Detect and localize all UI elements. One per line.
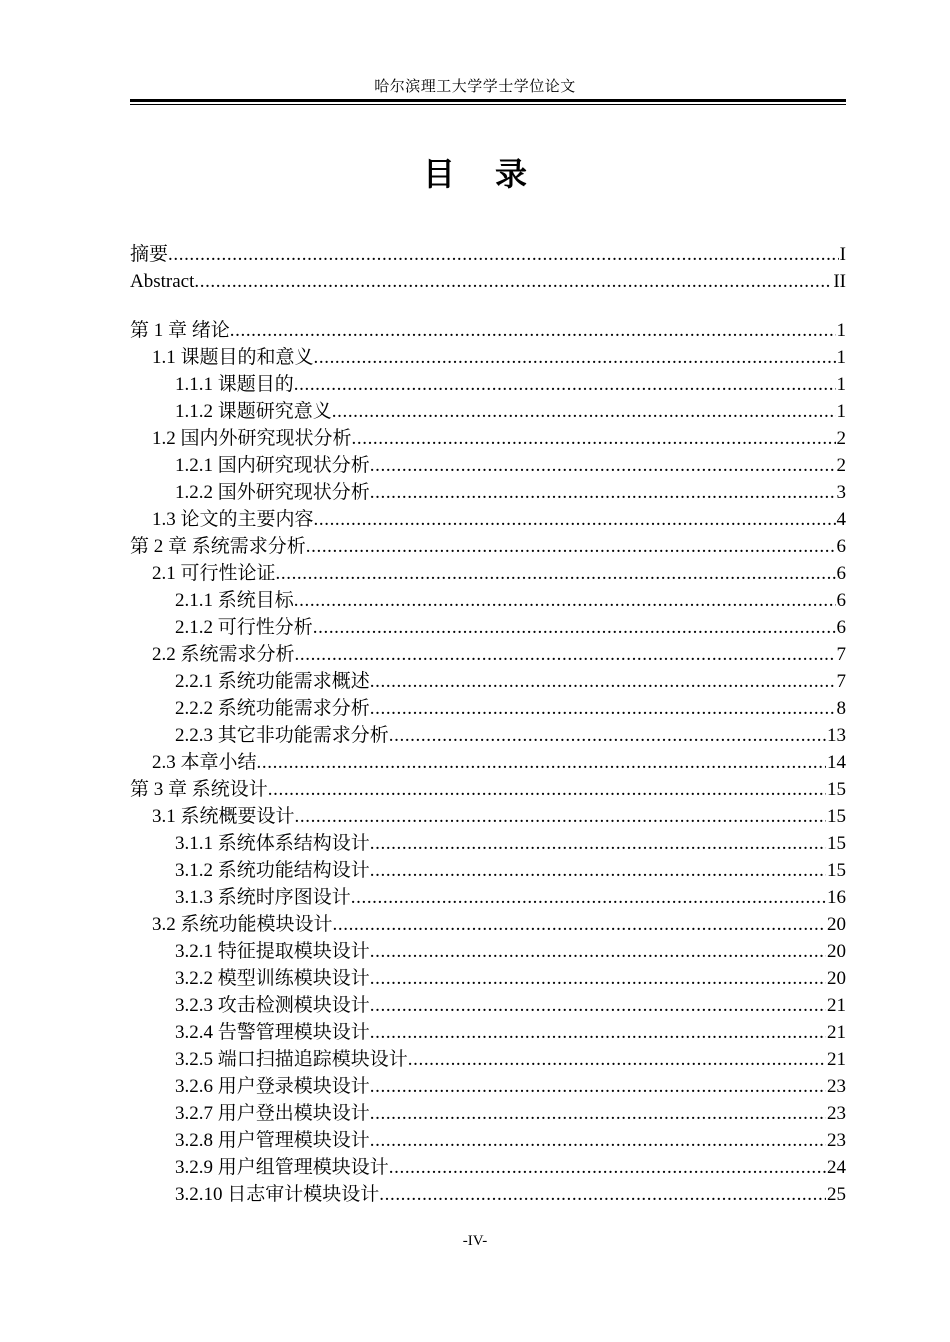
toc-dot-leader bbox=[370, 830, 826, 857]
toc-dot-leader bbox=[168, 241, 839, 268]
toc-entry[interactable] bbox=[130, 749, 846, 776]
toc-entry-page: 1 bbox=[836, 401, 846, 422]
toc-entry-page: 2 bbox=[836, 428, 846, 449]
toc-entry[interactable] bbox=[130, 830, 846, 857]
toc-entry[interactable] bbox=[130, 695, 846, 722]
toc-entry-page: 23 bbox=[827, 1076, 846, 1097]
toc-entry-label: 2.3 本章小结 bbox=[152, 752, 257, 773]
toc-dot-leader bbox=[370, 938, 826, 965]
toc-entry-label: 3.1 系统概要设计 bbox=[152, 806, 295, 827]
toc-dot-leader bbox=[294, 371, 836, 398]
toc-entry[interactable] bbox=[130, 425, 846, 452]
toc-entry-label: 3.2.5 端口扫描追踪模块设计 bbox=[175, 1049, 408, 1070]
toc-dot-leader bbox=[314, 344, 836, 371]
toc-entry-label: 1.2.1 国内研究现状分析 bbox=[175, 455, 370, 476]
toc-entry[interactable] bbox=[130, 587, 846, 614]
toc-entry[interactable] bbox=[130, 398, 846, 425]
toc-entry-page: 8 bbox=[836, 698, 846, 719]
toc-dot-leader bbox=[370, 695, 836, 722]
toc-entry-label: 第 1 章 绪论 bbox=[130, 320, 230, 341]
toc-entry-page: 3 bbox=[836, 482, 846, 503]
toc-dot-leader bbox=[370, 1127, 826, 1154]
toc-entry-label: 3.2 系统功能模块设计 bbox=[152, 914, 333, 935]
toc-entry[interactable] bbox=[130, 506, 846, 533]
header-rule-thick bbox=[130, 99, 846, 102]
toc-entry-page: 1 bbox=[836, 374, 846, 395]
toc-dot-leader bbox=[370, 1019, 826, 1046]
toc-dot-leader bbox=[294, 587, 836, 614]
toc-dot-leader bbox=[370, 965, 826, 992]
toc-entry-page: 6 bbox=[836, 617, 846, 638]
toc-entry[interactable] bbox=[130, 965, 846, 992]
toc-dot-leader bbox=[194, 268, 832, 295]
toc-entry-label: 2.1.2 可行性分析 bbox=[175, 617, 313, 638]
toc-entry-page: 7 bbox=[836, 644, 846, 665]
toc-entry-page: 6 bbox=[836, 590, 846, 611]
toc-entry[interactable] bbox=[130, 884, 846, 911]
toc-entry-page: 25 bbox=[827, 1184, 846, 1205]
toc-entry-label: 3.2.4 告警管理模块设计 bbox=[175, 1022, 370, 1043]
toc-entry[interactable] bbox=[130, 722, 846, 749]
toc-entry-page: 23 bbox=[827, 1103, 846, 1124]
toc-entry-label: 2.2.3 其它非功能需求分析 bbox=[175, 725, 389, 746]
toc-entry-label: 2.1 可行性论证 bbox=[152, 563, 276, 584]
toc-entry-page: 24 bbox=[827, 1157, 846, 1178]
toc-entry-page: 6 bbox=[836, 563, 846, 584]
toc-entry-page: 21 bbox=[827, 995, 846, 1016]
toc-entry-label: 1.2.2 国外研究现状分析 bbox=[175, 482, 370, 503]
toc-entry[interactable] bbox=[130, 803, 846, 830]
toc-dot-leader bbox=[295, 803, 826, 830]
toc-entry-label: 3.2.3 攻击检测模块设计 bbox=[175, 995, 370, 1016]
toc-entry-page: 15 bbox=[827, 806, 846, 827]
toc-entry[interactable] bbox=[130, 1154, 846, 1181]
toc-entry-page: 14 bbox=[827, 752, 846, 773]
toc-dot-leader bbox=[370, 479, 836, 506]
toc-entry-label: 1.3 论文的主要内容 bbox=[152, 509, 314, 530]
toc-entry[interactable] bbox=[130, 1100, 846, 1127]
toc-entry-page: 21 bbox=[827, 1022, 846, 1043]
toc-entry-label: 3.2.6 用户登录模块设计 bbox=[175, 1076, 370, 1097]
toc-entry-label: 1.1.2 课题研究意义 bbox=[175, 401, 332, 422]
toc-dot-leader bbox=[370, 452, 836, 479]
toc-entry-label: 3.1.1 系统体系结构设计 bbox=[175, 833, 370, 854]
toc-dot-leader bbox=[370, 668, 836, 695]
toc-entry-page: 2 bbox=[836, 455, 846, 476]
toc-entry[interactable] bbox=[130, 776, 846, 803]
toc-entry[interactable] bbox=[130, 344, 846, 371]
toc-dot-leader bbox=[379, 1181, 826, 1208]
toc-entry-label: 3.1.2 系统功能结构设计 bbox=[175, 860, 370, 881]
running-header: 哈尔滨理工大学学士学位论文 bbox=[374, 79, 576, 95]
toc-dot-leader bbox=[408, 1046, 826, 1073]
toc-entry[interactable] bbox=[130, 938, 846, 965]
toc-entry-label: 第 3 章 系统设计 bbox=[130, 779, 268, 800]
table-of-contents bbox=[130, 241, 846, 1208]
toc-entry-label: 3.2.2 模型训练模块设计 bbox=[175, 968, 370, 989]
toc-entry-page: 13 bbox=[827, 725, 846, 746]
toc-entry-label: 2.1.1 系统目标 bbox=[175, 590, 294, 611]
toc-entry[interactable] bbox=[130, 317, 846, 344]
toc-entry-page: 4 bbox=[836, 509, 846, 530]
header-rule-thin bbox=[130, 104, 846, 105]
toc-entry-page: 16 bbox=[827, 887, 846, 908]
toc-entry[interactable] bbox=[130, 614, 846, 641]
toc-entry-page: 15 bbox=[827, 779, 846, 800]
toc-entry-label: 3.1.3 系统时序图设计 bbox=[175, 887, 351, 908]
toc-entry-page: 23 bbox=[827, 1130, 846, 1151]
toc-dot-leader bbox=[370, 992, 826, 1019]
toc-entry[interactable] bbox=[130, 452, 846, 479]
toc-entry-label: 1.1.1 课题目的 bbox=[175, 374, 294, 395]
toc-entry-page: 21 bbox=[827, 1049, 846, 1070]
toc-entry[interactable] bbox=[130, 479, 846, 506]
toc-dot-leader bbox=[332, 398, 836, 425]
toc-dot-leader bbox=[306, 533, 836, 560]
toc-dot-leader bbox=[370, 1073, 826, 1100]
toc-entry-page: 1 bbox=[836, 320, 846, 341]
toc-entry[interactable] bbox=[130, 857, 846, 884]
toc-entry-label: 2.2.1 系统功能需求概述 bbox=[175, 671, 370, 692]
toc-entry[interactable] bbox=[130, 241, 846, 268]
toc-entry-label: 3.2.9 用户组管理模块设计 bbox=[175, 1157, 389, 1178]
toc-dot-leader bbox=[352, 425, 836, 452]
toc-entry-label: 3.2.1 特征提取模块设计 bbox=[175, 941, 370, 962]
toc-entry[interactable] bbox=[130, 1073, 846, 1100]
toc-entry[interactable] bbox=[130, 911, 846, 938]
toc-entry-label: Abstract bbox=[130, 271, 195, 292]
page-title: 目录 bbox=[422, 155, 567, 193]
page-number: -IV- bbox=[462, 1233, 488, 1249]
toc-entry-page: I bbox=[839, 244, 846, 265]
toc-entry-label: 3.2.7 用户登出模块设计 bbox=[175, 1103, 370, 1124]
toc-entry[interactable] bbox=[130, 1046, 846, 1073]
toc-dot-leader bbox=[257, 749, 826, 776]
toc-entry[interactable] bbox=[130, 668, 846, 695]
toc-entry-label: 2.2 系统需求分析 bbox=[152, 644, 295, 665]
toc-entry-page: 7 bbox=[836, 671, 846, 692]
toc-entry-label: 1.1 课题目的和意义 bbox=[152, 347, 314, 368]
toc-dot-leader bbox=[370, 857, 826, 884]
toc-entry-page: 20 bbox=[827, 941, 846, 962]
toc-entry-page: 6 bbox=[836, 536, 846, 557]
toc-entry-page: II bbox=[833, 271, 846, 292]
toc-entry[interactable] bbox=[130, 992, 846, 1019]
toc-entry-label: 摘要 bbox=[130, 244, 169, 265]
toc-entry-label: 3.2.10 日志审计模块设计 bbox=[175, 1184, 380, 1205]
toc-entry-label: 2.2.2 系统功能需求分析 bbox=[175, 698, 370, 719]
toc-entry-page: 20 bbox=[827, 968, 846, 989]
toc-entry[interactable] bbox=[130, 268, 846, 295]
toc-dot-leader bbox=[313, 614, 836, 641]
toc-entry-label: 1.2 国内外研究现状分析 bbox=[152, 428, 352, 449]
toc-entry[interactable] bbox=[130, 533, 846, 560]
toc-entry-page: 1 bbox=[836, 347, 846, 368]
toc-entry[interactable] bbox=[130, 1127, 846, 1154]
toc-entry-page: 15 bbox=[827, 860, 846, 881]
toc-entry-page: 15 bbox=[827, 833, 846, 854]
toc-entry[interactable] bbox=[130, 1181, 846, 1208]
toc-entry-label: 第 2 章 系统需求分析 bbox=[130, 536, 306, 557]
toc-dot-leader bbox=[333, 911, 826, 938]
toc-entry-label: 3.2.8 用户管理模块设计 bbox=[175, 1130, 370, 1151]
toc-dot-leader bbox=[314, 506, 836, 533]
toc-dot-leader bbox=[351, 884, 826, 911]
toc-dot-leader bbox=[295, 641, 836, 668]
toc-dot-leader bbox=[370, 1100, 826, 1127]
toc-dot-leader bbox=[389, 1154, 826, 1181]
toc-entry[interactable] bbox=[130, 641, 846, 668]
toc-entry-page: 20 bbox=[827, 914, 846, 935]
toc-dot-leader bbox=[389, 722, 826, 749]
toc-entry[interactable] bbox=[130, 560, 846, 587]
toc-dot-leader bbox=[230, 317, 836, 344]
toc-dot-leader bbox=[268, 776, 826, 803]
toc-entry[interactable] bbox=[130, 371, 846, 398]
toc-entry[interactable] bbox=[130, 1019, 846, 1046]
toc-dot-leader bbox=[276, 560, 836, 587]
